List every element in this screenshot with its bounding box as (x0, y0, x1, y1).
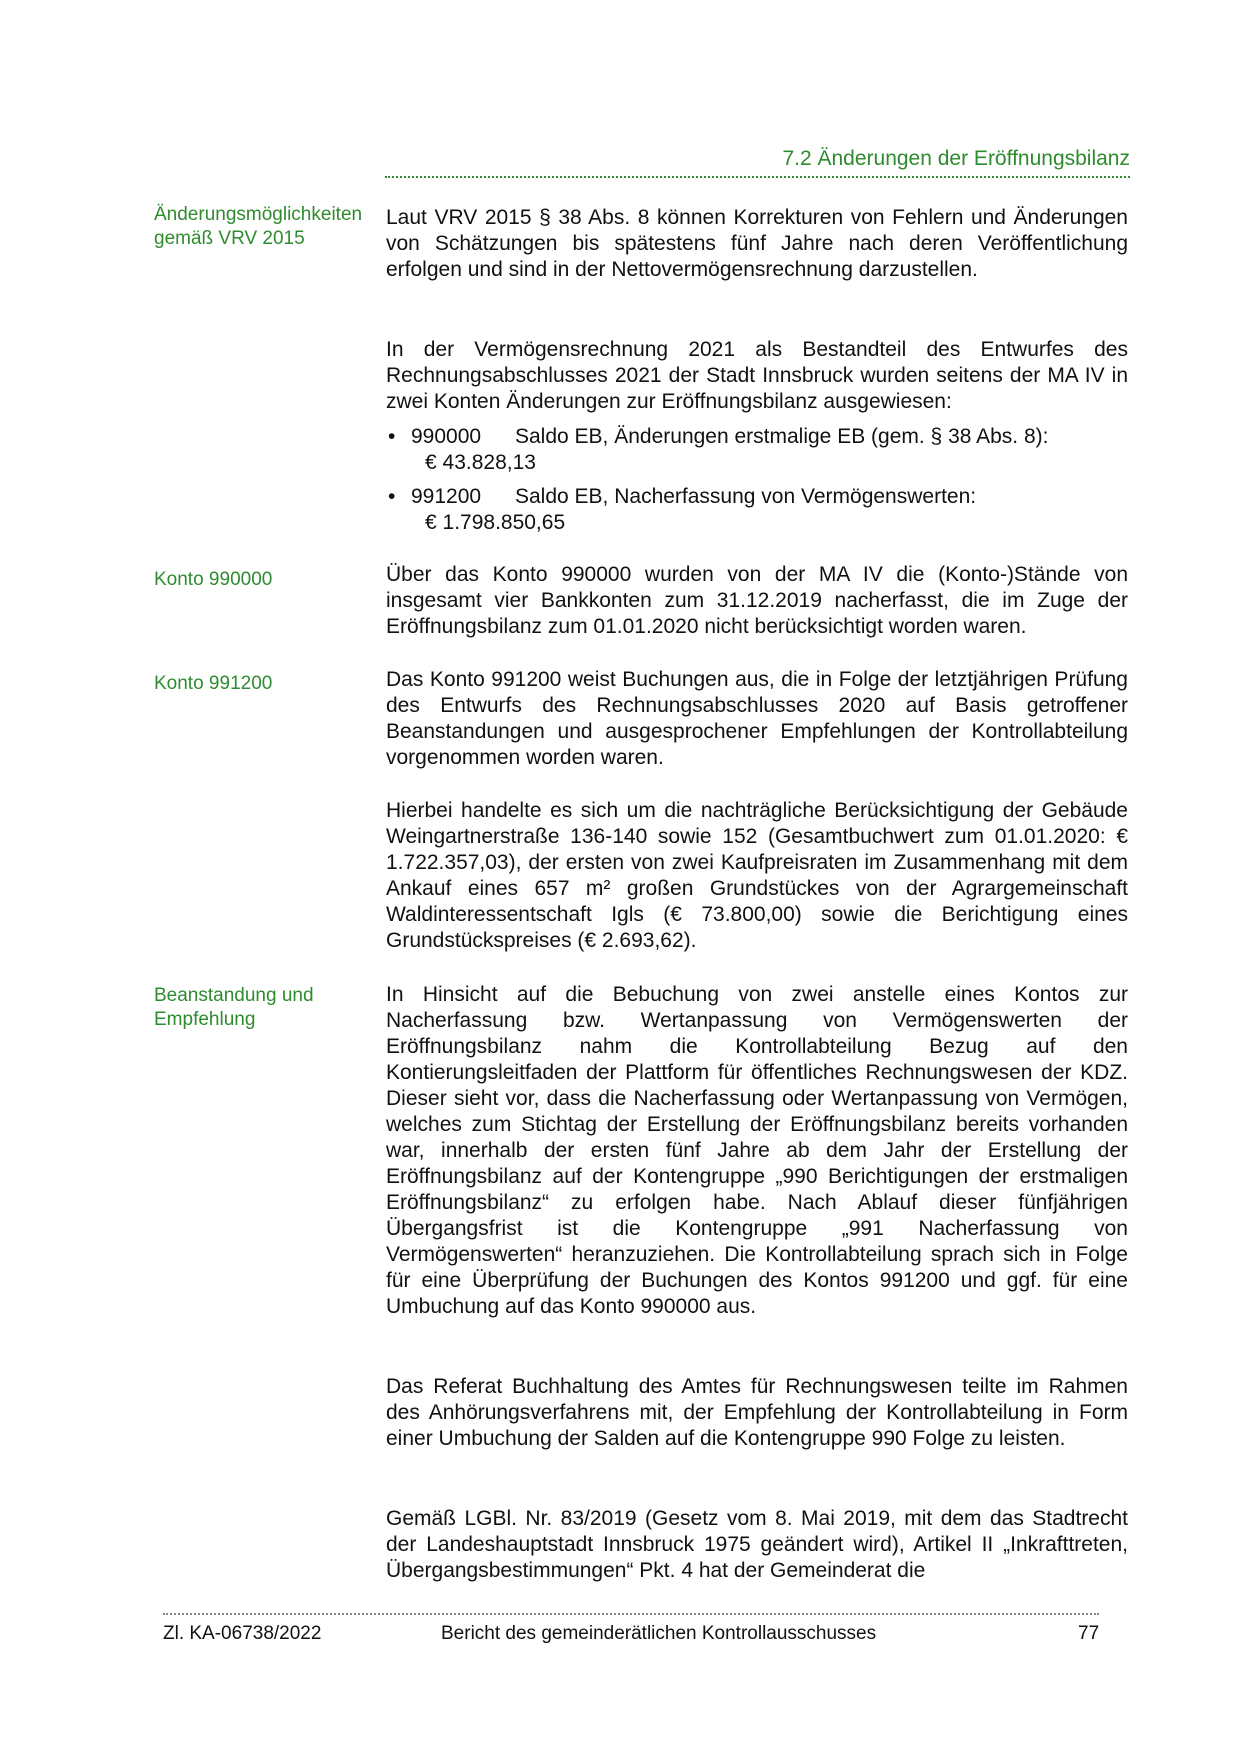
header-divider (385, 176, 1130, 178)
sidebar-label-aenderungsmoeglichkeiten: Änderungsmöglichkeiten gemäß VRV 2015 (154, 204, 363, 249)
list-item (386, 484, 1128, 536)
paragraph-text: Über das Konto 990000 wurden von der MA IV die (Konto-)Stände von insgesamt vier Bankkonten zum 31.12.2019 nacherfasst, die im Zuge der Eröffnungsbilanz zum 01.01.2020 nicht berücksichtigt worden waren. (386, 563, 1128, 638)
paragraph-hierbei (386, 798, 1128, 954)
report-title: Bericht des gemeinderätlichen Kontrollausschusses (441, 1623, 877, 1644)
list-item (386, 424, 1128, 476)
account-number: 990000 (411, 425, 482, 448)
page-number: 77 (1078, 1623, 1100, 1644)
paragraph-vrv (386, 205, 1128, 283)
account-amount: € 43.828,13 (425, 451, 536, 474)
paragraph-text: In Hinsicht auf die Bebuchung von zwei anstelle eines Kontos zur Nacherfassung bzw. Wertanpassung von Vermögenswerten der Eröffnungsbilanz nahm die Kontrollabteilung Bezug auf den Kontierungsleitfaden der Plattform für öffentliches Rechnungswesen der KDZ. Dieser sieht vor, dass die Nacherfassung oder Wertanpassung von Vermögen, welches zum Stichtag der Erstellung der Eröffnungsbilanz bereits vorhanden war, innerhalb der ersten fünf Jahre ab dem Jahr der Erstellung der Eröffnungsbilanz auf der Kontengruppe „990 Berichtigungen der erstmaligen Eröffnungsbilanz“ zu erfolgen habe. Nach Ablauf dieser fünfjährigen Übergangsfrist ist die Kontengruppe „991 Nacherfassung von Vermögenswerten“ heranzuziehen. Die Kontrollabteilung sprach sich in Folge für eine Überprüfung der Buchungen des Kontos 991200 und ggf. für eine Umbuchung auf das Konto 990000 aus. (386, 983, 1128, 1318)
paragraph-vermoegensrechnung (386, 337, 1128, 415)
document-reference: Zl. KA-06738/2022 (163, 1623, 322, 1644)
sidebar-label-konto-991200: Konto 991200 (154, 673, 273, 694)
paragraph-text: Gemäß LGBl. Nr. 83/2019 (Gesetz vom 8. Mai 2019, mit dem das Stadtrecht der Landeshauptstadt Innsbruck 1975 geändert wird), Artikel II „Inkrafttreten, Übergangsbestimmungen“ Pkt. 4 hat der Gemeinderat die (386, 1507, 1128, 1582)
bullet-icon: • (388, 485, 396, 508)
sidebar-label-beanstandung: Beanstandung und Empfehlung (154, 985, 314, 1030)
footer-divider (163, 1613, 1099, 1615)
paragraph-konto-990000 (386, 562, 1128, 640)
account-number: 991200 (411, 485, 482, 508)
section-title: 7.2 Änderungen der Eröffnungsbilanz (782, 147, 1130, 170)
paragraph-beanstandung (386, 982, 1128, 1320)
paragraph-konto-991200 (386, 667, 1128, 771)
paragraph-lgbl (386, 1506, 1128, 1584)
account-description: Saldo EB, Änderungen erstmalige EB (gem. § 38 Abs. 8): (515, 425, 1049, 448)
account-list (386, 424, 1128, 544)
bullet-icon: • (388, 425, 396, 448)
paragraph-text: Das Konto 991200 weist Buchungen aus, die in Folge der letztjährigen Prüfung des Entwurfs des Rechnungsabschlusses 2020 auf Basis getroffener Beanstandungen und ausgesprochener Empfehlungen der Kontrollabteilung vorgenommen worden waren. (386, 668, 1128, 769)
paragraph-text: In der Vermögensrechnung 2021 als Bestandteil des Entwurfes des Rechnungsabschlusses 2021 der Stadt Innsbruck wurden seitens der MA IV in zwei Konten Änderungen zur Eröffnungsbilanz ausgewiesen: (386, 338, 1128, 413)
account-amount: € 1.798.850,65 (425, 511, 566, 534)
account-description: Saldo EB, Nacherfassung von Vermögenswerten: (515, 485, 977, 508)
paragraph-referat (386, 1374, 1128, 1452)
sidebar-label-konto-990000: Konto 990000 (154, 569, 273, 590)
paragraph-text: Das Referat Buchhaltung des Amtes für Rechnungswesen teilte im Rahmen des Anhörungsverfahrens mit, der Empfehlung der Kontrollabteilung in Form einer Umbuchung der Salden auf die Kontengruppe 990 Folge zu leisten. (386, 1375, 1128, 1450)
paragraph-text: Laut VRV 2015 § 38 Abs. 8 können Korrekturen von Fehlern und Änderungen von Schätzungen bis spätestens fünf Jahre nach deren Veröffentlichung erfolgen und sind in der Nettovermögensrechnung darzustellen. (386, 206, 1128, 281)
paragraph-text: Hierbei handelte es sich um die nachträgliche Berücksichtigung der Gebäude Weingartnerstraße 136-140 sowie 152 (Gesamtbuchwert zum 01.01.2020: € 1.722.357,03), der ersten von zwei Kaufpreisraten im Zusammenhang mit dem Ankauf eines 657 m² großen Grundstückes von der Agrargemeinschaft Waldinteressentschaft Igls (€ 73.800,00) sowie die Berichtigung eines Grundstückspreises (€ 2.693,62). (386, 799, 1128, 952)
